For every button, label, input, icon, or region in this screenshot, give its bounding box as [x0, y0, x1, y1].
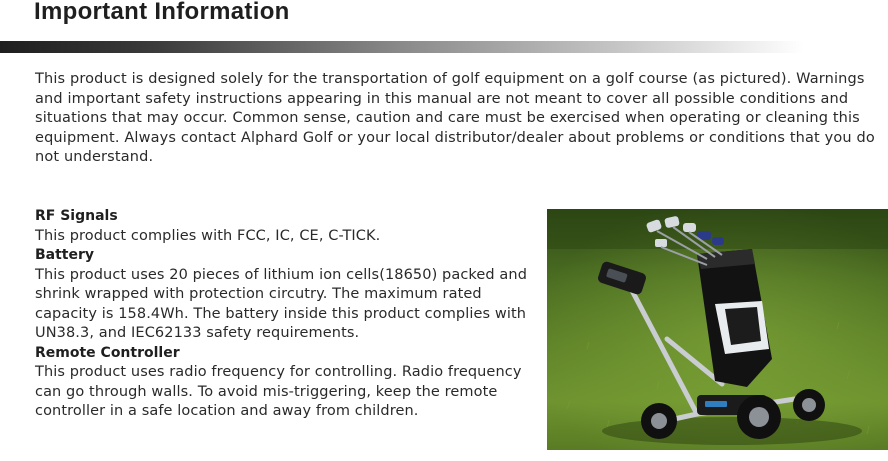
golf-trolley-photo — [547, 209, 888, 450]
rf-signals-heading: RF Signals — [35, 208, 118, 224]
remote-controller-text: This product uses radio frequency for controlling. Radio frequency can go through walls. To avoid mis-triggering, keep the remote controller in a safe location and away from children. — [35, 364, 522, 419]
golf-trolley-illustration — [547, 209, 888, 450]
battery-text: This product uses 20 pieces of lithium ion cells(18650) packed and shrink wrapped with protection circutry. The maximum rated capacity is 158.4Wh. The battery inside this product complies with UN38.3, and IEC62133 safety requirements. — [35, 266, 527, 341]
title-divider — [0, 41, 804, 53]
info-sections — [35, 207, 535, 422]
rf-signals-text: This product complies with FCC, IC, CE, C-TICK. — [35, 227, 381, 244]
remote-controller-heading: Remote Controller — [35, 344, 180, 361]
battery-heading: Battery — [35, 247, 95, 263]
intro-paragraph: This product is designed solely for the transportation of golf equipment on a golf course (as pictured). Warnings and important safety instructions appearing in this manual are not meant to cover all possible conditions and situations that may occur. Common sense, caution and care must be exercised when operating or cleaning this equipment. Always contact Alphard Golf or your local distributor/dealer about problems or conditions that you do not understand. — [35, 71, 875, 165]
page-title: Important Information — [34, 0, 290, 25]
